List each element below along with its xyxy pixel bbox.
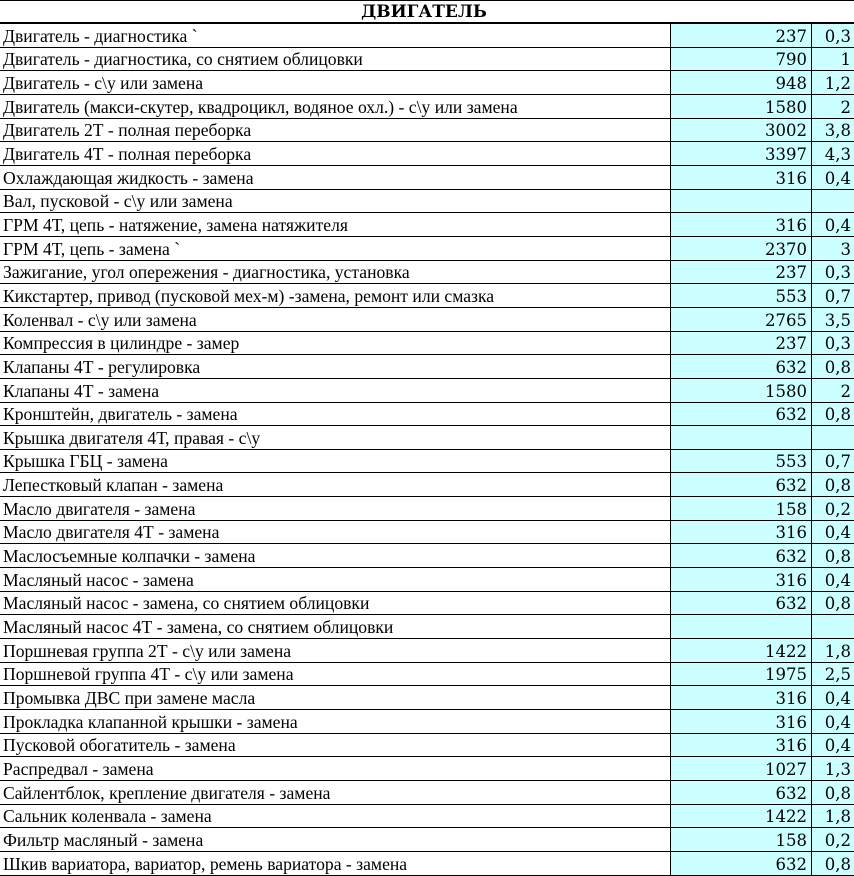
price-cell[interactable]: 237 [671, 332, 812, 355]
price-cell[interactable]: 316 [671, 213, 812, 236]
section-header-row [0, 1, 854, 24]
price-cell[interactable]: 3002 [671, 119, 812, 142]
price-cell[interactable]: 1580 [671, 95, 812, 118]
service-name-cell[interactable]: Двигатель (макси-скутер, квадроцикл, водяное охл.) - с\у или замена [0, 95, 671, 118]
service-name-cell[interactable]: Крышка ГБЦ - замена [0, 450, 671, 473]
table-row [0, 663, 854, 687]
table-row [0, 450, 854, 474]
section-title: ДВИГАТЕЛЬ [361, 1, 487, 22]
service-name-cell[interactable]: Шкив вариатора, вариатор, ремень вариатора - замена [0, 852, 671, 875]
service-name-cell[interactable]: Двигатель 2Т - полная переборка [0, 119, 671, 142]
service-name-cell[interactable]: Масляный насос - замена, со снятием облицовки [0, 592, 671, 615]
table-row [0, 237, 854, 261]
norm-hours-cell[interactable]: 2,5 [812, 663, 854, 686]
norm-hours-cell[interactable]: 1 [812, 48, 854, 71]
price-cell[interactable]: 1580 [671, 379, 812, 402]
norm-hours-cell[interactable]: 0,2 [812, 828, 854, 851]
norm-hours-cell[interactable]: 0,7 [812, 450, 854, 473]
price-cell[interactable]: 237 [671, 261, 812, 284]
norm-hours-cell[interactable]: 3,5 [812, 308, 854, 331]
norm-hours-cell[interactable]: 0,3 [812, 332, 854, 355]
norm-hours-cell[interactable]: 0,8 [812, 355, 854, 378]
table-row [0, 213, 854, 237]
norm-hours-cell[interactable]: 0,4 [812, 166, 854, 189]
table-row [0, 48, 854, 72]
table-row [0, 332, 854, 356]
norm-hours-cell[interactable]: 1,8 [812, 639, 854, 662]
service-name-cell[interactable]: Коленвал - с\у или замена [0, 308, 671, 331]
service-name-cell[interactable]: Сальник коленвала - замена [0, 805, 671, 828]
service-name-cell[interactable]: Двигатель - диагностика, со снятием облицовки [0, 48, 671, 71]
table-row [0, 261, 854, 285]
service-name-cell[interactable]: Сайлентблок, крепление двигателя - замена [0, 781, 671, 804]
norm-hours-cell[interactable]: 3,8 [812, 119, 854, 142]
norm-hours-cell[interactable]: 0,4 [812, 213, 854, 236]
price-cell[interactable]: 948 [671, 71, 812, 94]
price-cell[interactable]: 553 [671, 450, 812, 473]
price-cell[interactable]: 632 [671, 403, 812, 426]
price-cell[interactable]: 1975 [671, 663, 812, 686]
price-cell[interactable]: 2765 [671, 308, 812, 331]
norm-hours-cell[interactable]: 0,4 [812, 734, 854, 757]
norm-hours-cell[interactable]: 4,3 [812, 142, 854, 165]
table-row [0, 403, 854, 427]
table-row [0, 710, 854, 734]
service-table [0, 24, 854, 876]
norm-hours-cell[interactable]: 0,3 [812, 24, 854, 47]
table-row [0, 166, 854, 190]
norm-hours-cell[interactable]: 1,8 [812, 805, 854, 828]
service-name-cell[interactable]: Промывка ДВС при замене масла [0, 686, 671, 709]
norm-hours-cell[interactable]: 0,2 [812, 497, 854, 520]
price-cell[interactable]: 158 [671, 497, 812, 520]
price-cell[interactable] [671, 615, 812, 638]
service-name-cell[interactable]: Масляный насос 4Т - замена, со снятием облицовки [0, 615, 671, 638]
table-row [0, 95, 854, 119]
service-name-cell[interactable]: ГРМ 4Т, цепь - натяжение, замена натяжителя [0, 213, 671, 236]
price-cell[interactable]: 632 [671, 781, 812, 804]
price-cell[interactable] [671, 190, 812, 213]
price-cell[interactable]: 3397 [671, 142, 812, 165]
table-row [0, 473, 854, 497]
service-name-cell[interactable]: Фильтр масляный - замена [0, 828, 671, 851]
norm-hours-cell[interactable]: 0,4 [812, 710, 854, 733]
price-cell[interactable]: 632 [671, 544, 812, 567]
table-row [0, 852, 854, 876]
service-name-cell[interactable]: Масло двигателя - замена [0, 497, 671, 520]
service-name-cell[interactable]: Поршневая группа 2Т - с\у или замена [0, 639, 671, 662]
norm-hours-cell[interactable] [812, 190, 854, 213]
service-name-cell[interactable]: Масло двигателя 4Т - замена [0, 521, 671, 544]
price-cell[interactable]: 316 [671, 686, 812, 709]
norm-hours-cell[interactable]: 0,4 [812, 521, 854, 544]
price-cell[interactable]: 632 [671, 592, 812, 615]
service-name-cell[interactable]: Зажигание, угол опережения - диагностика, установка [0, 261, 671, 284]
table-row [0, 497, 854, 521]
norm-hours-cell[interactable]: 2 [812, 379, 854, 402]
service-name-cell[interactable]: Кикстартер, привод (пусковой мех-м) -замена, ремонт или смазка [0, 284, 671, 307]
norm-hours-cell[interactable]: 1,3 [812, 757, 854, 780]
table-row [0, 781, 854, 805]
norm-hours-cell[interactable] [812, 426, 854, 449]
price-cell[interactable]: 1422 [671, 805, 812, 828]
price-cell[interactable]: 158 [671, 828, 812, 851]
norm-hours-cell[interactable]: 0,8 [812, 852, 854, 875]
price-cell[interactable]: 1422 [671, 639, 812, 662]
service-name-cell[interactable]: Компрессия в цилиндре - замер [0, 332, 671, 355]
table-row [0, 828, 854, 852]
table-row [0, 119, 854, 143]
table-row [0, 544, 854, 568]
service-name-cell[interactable]: Клапаны 4Т - регулировка [0, 355, 671, 378]
service-name-cell[interactable]: Лепестковый клапан - замена [0, 473, 671, 496]
price-cell[interactable]: 790 [671, 48, 812, 71]
table-row [0, 308, 854, 332]
table-row [0, 379, 854, 403]
price-cell[interactable]: 316 [671, 521, 812, 544]
table-row [0, 568, 854, 592]
service-name-cell[interactable]: Двигатель - диагностика ` [0, 24, 671, 47]
service-name-cell[interactable]: Крышка двигателя 4Т, правая - с\у [0, 426, 671, 449]
table-row [0, 426, 854, 450]
service-name-cell[interactable]: Двигатель - с\у или замена [0, 71, 671, 94]
service-name-cell[interactable]: Вал, пусковой - с\у или замена [0, 190, 671, 213]
table-row [0, 686, 854, 710]
price-cell[interactable]: 316 [671, 166, 812, 189]
table-row [0, 355, 854, 379]
service-name-cell[interactable]: Пусковой обогатитель - замена [0, 734, 671, 757]
norm-hours-cell[interactable]: 3 [812, 237, 854, 260]
service-name-cell[interactable]: Поршневой группа 4Т - с\у или замена [0, 663, 671, 686]
norm-hours-cell[interactable]: 0,8 [812, 781, 854, 804]
service-name-cell[interactable]: Маслосъемные колпачки - замена [0, 544, 671, 567]
table-row [0, 734, 854, 758]
table-row [0, 142, 854, 166]
service-name-cell[interactable]: Охлаждающая жидкость - замена [0, 166, 671, 189]
service-name-cell[interactable]: Двигатель 4Т - полная переборка [0, 142, 671, 165]
norm-hours-cell[interactable]: 2 [812, 95, 854, 118]
price-cell[interactable]: 2370 [671, 237, 812, 260]
table-row [0, 639, 854, 663]
service-name-cell[interactable]: Кронштейн, двигатель - замена [0, 403, 671, 426]
price-cell[interactable]: 316 [671, 710, 812, 733]
price-cell[interactable]: 1027 [671, 757, 812, 780]
service-name-cell[interactable]: Клапаны 4Т - замена [0, 379, 671, 402]
price-cell[interactable]: 632 [671, 852, 812, 875]
table-row [0, 190, 854, 214]
price-cell[interactable] [671, 426, 812, 449]
price-cell[interactable]: 632 [671, 473, 812, 496]
table-row [0, 24, 854, 48]
table-row [0, 615, 854, 639]
service-name-cell[interactable]: Распредвал - замена [0, 757, 671, 780]
norm-hours-cell[interactable]: 0,8 [812, 592, 854, 615]
norm-hours-cell[interactable] [812, 615, 854, 638]
table-row [0, 521, 854, 545]
service-name-cell[interactable]: Масляный насос - замена [0, 568, 671, 591]
norm-hours-cell[interactable]: 0,7 [812, 284, 854, 307]
norm-hours-cell[interactable]: 0,8 [812, 403, 854, 426]
table-row [0, 71, 854, 95]
table-row [0, 757, 854, 781]
price-cell[interactable]: 237 [671, 24, 812, 47]
norm-hours-cell[interactable]: 1,2 [812, 71, 854, 94]
table-row [0, 805, 854, 829]
service-name-cell[interactable]: ГРМ 4Т, цепь - замена ` [0, 237, 671, 260]
norm-hours-cell[interactable]: 0,3 [812, 261, 854, 284]
table-row [0, 284, 854, 308]
table-row [0, 592, 854, 616]
price-cell[interactable]: 316 [671, 568, 812, 591]
price-cell[interactable]: 553 [671, 284, 812, 307]
norm-hours-cell[interactable]: 0,8 [812, 473, 854, 496]
norm-hours-cell[interactable]: 0,8 [812, 544, 854, 567]
price-cell[interactable]: 316 [671, 734, 812, 757]
norm-hours-cell[interactable]: 0,4 [812, 568, 854, 591]
price-cell[interactable]: 632 [671, 355, 812, 378]
service-name-cell[interactable]: Прокладка клапанной крышки - замена [0, 710, 671, 733]
norm-hours-cell[interactable]: 0,4 [812, 686, 854, 709]
